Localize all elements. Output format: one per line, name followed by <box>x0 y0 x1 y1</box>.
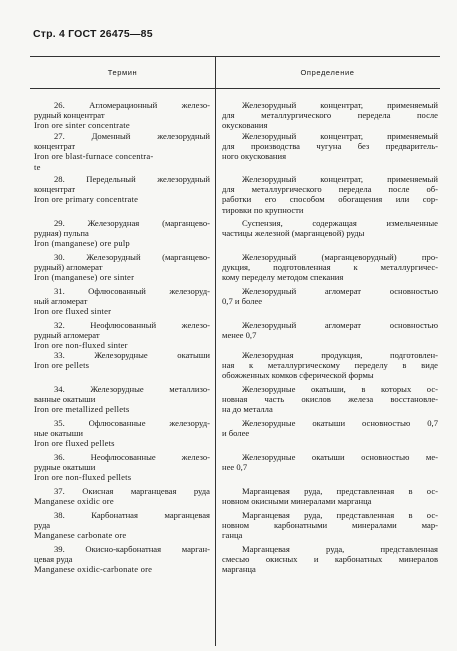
definition-line: Железорудный концентрат, применяемый <box>242 100 438 110</box>
definition-cell <box>222 486 438 506</box>
definition-cell <box>222 418 438 438</box>
term-cell <box>34 384 210 415</box>
term-cell <box>34 286 210 317</box>
term-russian: рудная) пульпа <box>34 228 89 239</box>
table-top-rule <box>30 56 440 57</box>
definition-line: Железорудный концентрат, применяемый <box>242 131 438 141</box>
term-cell <box>34 350 210 370</box>
definition-cell <box>222 100 438 131</box>
definition-cell <box>222 252 438 283</box>
term-russian: концентрат <box>34 184 76 195</box>
term-russian: 37. Окисная марганцевая руда <box>54 486 210 496</box>
definition-line: нее 0,7 <box>222 462 248 473</box>
term-english: Manganese oxidic ore <box>34 496 114 507</box>
term-russian: рудный концентрат <box>34 110 105 121</box>
term-russian: 29. Железорудная (марганцево- <box>54 218 210 228</box>
term-english: Iron ore fluxed pellets <box>34 438 115 449</box>
definition-line: Марганцевая руда, представленная <box>242 544 438 554</box>
definition-line: Железорудные окатыши основностью 0,7 <box>242 418 438 428</box>
definition-cell <box>222 174 438 215</box>
definition-line: кому переделу методом спекания <box>222 272 344 283</box>
term-russian: ный агломерат <box>34 296 88 307</box>
definition-cell <box>222 286 438 306</box>
definition-cell <box>222 350 438 381</box>
term-russian: 38. Карбонатная марганцевая <box>54 510 210 520</box>
term-cell <box>34 252 210 283</box>
term-russian: 27. Доменный железорудный <box>54 131 210 141</box>
term-english: Iron ore metallized pellets <box>34 404 130 415</box>
term-russian: 31. Офлюсованный железоруд- <box>54 286 210 296</box>
definition-line: обожженных комков сферической формы <box>222 370 374 381</box>
page-header: Стр. 4 ГОСТ 26475—85 <box>33 28 153 40</box>
term-english: Iron ore primary concentrate <box>34 194 139 205</box>
definition-line: Железорудные окатыши основностью ме- <box>242 452 438 462</box>
term-russian: ные окатыши <box>34 428 84 439</box>
term-russian: ванные окатыши <box>34 394 96 405</box>
term-english: te <box>34 161 41 172</box>
definition-cell <box>222 218 438 238</box>
definition-line: на до металла <box>222 404 273 415</box>
table-column-divider <box>215 56 216 646</box>
column-header-term: Термин <box>107 68 138 77</box>
definition-line: Марганцевая руда, представленная в ос- <box>242 510 438 520</box>
term-english: Manganese oxidic-carbonate ore <box>34 564 153 575</box>
definition-line: марганца <box>222 564 256 575</box>
definition-line: Железорудный агломерат основностью <box>242 320 438 330</box>
term-russian: рудные окатыши <box>34 462 96 473</box>
term-russian: рудный агломерат <box>34 330 100 341</box>
term-english: Manganese carbonate ore <box>34 530 127 541</box>
definition-cell <box>222 384 438 415</box>
term-russian: 32. Неофлюсованный железо- <box>54 320 210 330</box>
term-english: Iron ore sinter concentrate <box>34 120 130 131</box>
table-header-rule <box>30 88 440 89</box>
definition-line: Железорудный концентрат, применяемый <box>242 174 438 184</box>
term-cell <box>34 544 210 575</box>
term-russian: 35. Офлюсованные железоруд- <box>54 418 210 428</box>
definition-line: Железорудный (марганцеворудный) про- <box>242 252 438 262</box>
definition-line: частицы железной (марганцевой) руды <box>222 228 365 239</box>
definition-line: Железорудный агломерат основностью <box>242 286 438 296</box>
definition-line: 0,7 и более <box>222 296 263 307</box>
term-russian: рудный) агломерат <box>34 262 103 273</box>
term-russian: 30. Железорудный (марганцево- <box>54 252 210 262</box>
definition-line: ганца <box>222 530 243 541</box>
term-cell <box>34 452 210 483</box>
definition-line: Железорудная продукция, подготовлен- <box>242 350 438 360</box>
term-english: Iron ore non-fluxed sinter <box>34 340 128 351</box>
term-english: Iron ore fluxed sinter <box>34 306 112 317</box>
definition-line: Железорудные окатыши, в которых ос- <box>242 384 438 394</box>
definition-line: Марганцевая руда, представленная в ос- <box>242 486 438 496</box>
term-russian: руда <box>34 520 51 531</box>
definition-line: для металлургического передела после <box>222 110 438 121</box>
definition-line: смесью окисных и карбонатных минералов <box>222 554 438 565</box>
definition-line: новном окисными минералами марганца <box>222 496 372 507</box>
definition-line: для производства чугуна без предваритель- <box>222 141 438 152</box>
term-russian: 39. Окисно-карбонатная марган- <box>54 544 210 554</box>
term-english: Iron ore blast-furnace concentra- <box>34 151 154 162</box>
definition-cell <box>222 510 438 541</box>
definition-cell <box>222 320 438 340</box>
term-russian: 28. Передельный железорудный <box>54 174 210 184</box>
term-english: Iron (manganese) ore sinter <box>34 272 135 283</box>
term-russian: цевая руда <box>34 554 73 565</box>
term-russian: 33. Железорудные окатыши <box>54 350 210 360</box>
term-russian: 26. Агломерационный железо- <box>54 100 210 110</box>
definition-cell <box>222 452 438 472</box>
definition-line: дукция, подготовленная к металлургичес- <box>222 262 438 273</box>
definition-line: менее 0,7 <box>222 330 257 341</box>
term-english: Iron ore non-fluxed pellets <box>34 472 132 483</box>
definition-line: и более <box>222 428 250 439</box>
term-cell <box>34 320 210 351</box>
definition-cell <box>222 131 438 162</box>
definition-line: Суспензия, содержащая измельченные <box>242 218 438 228</box>
term-english: Iron (manganese) ore pulp <box>34 238 130 249</box>
definition-line: работки его способом обогащения или сор- <box>222 194 438 205</box>
definition-line: тировки по крупности <box>222 204 304 215</box>
definition-line: ного окускования <box>222 151 287 162</box>
definition-line: новном карбонатными минералами мар- <box>222 520 438 531</box>
definition-line: новная часть окислов железа восстановле- <box>222 394 438 405</box>
term-cell <box>34 174 210 205</box>
term-english: Iron ore pellets <box>34 360 90 371</box>
term-cell <box>34 510 210 541</box>
definition-cell <box>222 544 438 575</box>
definition-line: для металлургического передела после об- <box>222 184 438 195</box>
definition-line: ная к металлургическому переделу в виде <box>222 360 438 371</box>
term-russian: 34. Железорудные металлизо- <box>54 384 210 394</box>
term-russian: 36. Неофлюсованные железо- <box>54 452 210 462</box>
definition-line: окускования <box>222 120 268 131</box>
term-cell <box>34 486 210 506</box>
term-russian: концентрат <box>34 141 76 152</box>
term-cell <box>34 131 210 172</box>
term-cell <box>34 418 210 449</box>
term-cell <box>34 100 210 131</box>
column-header-definition: Определение <box>300 68 355 77</box>
term-cell <box>34 218 210 249</box>
